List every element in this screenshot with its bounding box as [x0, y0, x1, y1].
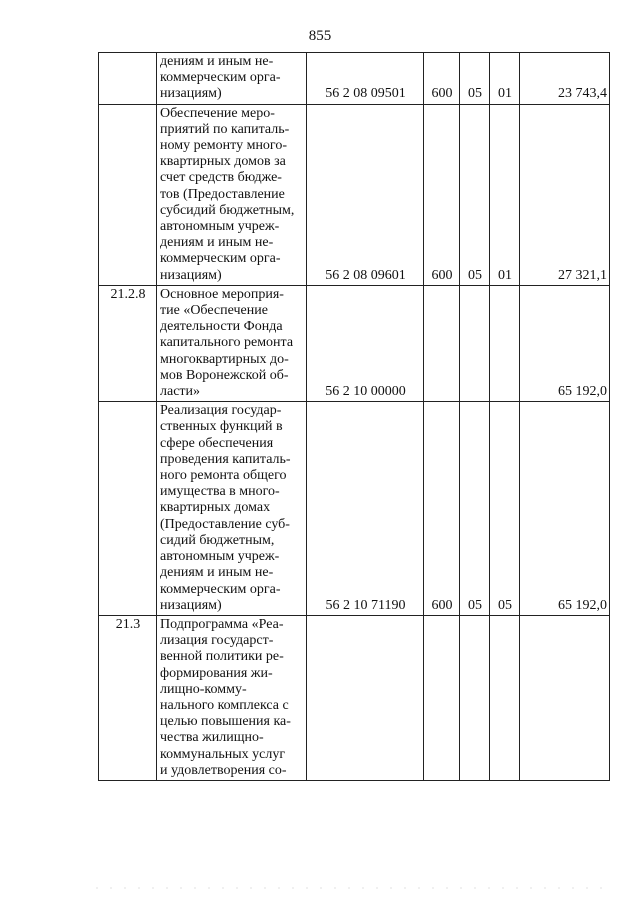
- row-number-cell: [99, 104, 157, 285]
- row-section-cell: [460, 285, 490, 401]
- row-name-text: Подпрограмма «Реа- лизация государст- венной политики ре- формирования жи- лищно-комму- нального комплекса с целью повышения ка- чества жилищно- коммунальных услуг и удовлетворения со-: [160, 616, 291, 778]
- row-code-cell: 56 2 10 71190: [307, 402, 424, 616]
- row-expense-type-cell: 600: [424, 104, 460, 285]
- row-name-text: дениям и иным не- коммерческим орга- низациям): [160, 54, 281, 102]
- row-section-cell: 05: [460, 402, 490, 616]
- row-number-cell: [99, 402, 157, 616]
- row-subsection-cell: 05: [490, 402, 520, 616]
- budget-table: [98, 52, 610, 781]
- table-row: [99, 104, 610, 285]
- row-name-text: Основное мероприя- тие «Обеспечение деятельности Фонда капитального ремонта многоквартирных до- мов Воронежской об- ласти»: [160, 286, 294, 400]
- table-row: [99, 615, 610, 780]
- row-sum-cell: 65 192,0: [520, 285, 610, 401]
- row-name-cell: [157, 615, 307, 780]
- row-name-cell: [157, 285, 307, 401]
- scan-artifact: [90, 886, 610, 890]
- row-expense-type-cell: 600: [424, 402, 460, 616]
- row-name-text: Обеспечение меро- приятий по капиталь- ному ремонту много- квартирных домов за счет средств бюдже- тов (Предоставление субсидий бюджетным, автономным учреж- дениям и иным не- коммерческим орга- низациям): [160, 105, 295, 283]
- row-code-cell: [307, 615, 424, 780]
- row-name-cell: [157, 104, 307, 285]
- table-row: [99, 402, 610, 616]
- row-expense-type-cell: 600: [424, 53, 460, 105]
- row-subsection-cell: 01: [490, 53, 520, 105]
- row-section-cell: [460, 615, 490, 780]
- row-sum-cell: 23 743,4: [520, 53, 610, 105]
- row-name-cell: [157, 402, 307, 616]
- row-expense-type-cell: [424, 615, 460, 780]
- row-name-text: Реализация государ- ственных функций в сфере обеспечения проведения капиталь- ного ремонта общего имущества в много- квартирных домах (Предоставление суб- сидий бюджетным, автономным учреж- дениям и иным не- коммерческим орга- низациям): [160, 403, 291, 613]
- table-row: [99, 53, 610, 105]
- row-subsection-cell: [490, 285, 520, 401]
- row-number-cell: 21.3: [99, 615, 157, 780]
- row-number-cell: 21.2.8: [99, 285, 157, 401]
- row-sum-cell: 27 321,1: [520, 104, 610, 285]
- row-section-cell: 05: [460, 104, 490, 285]
- row-expense-type-cell: [424, 285, 460, 401]
- row-code-cell: 56 2 10 00000: [307, 285, 424, 401]
- row-sum-cell: 65 192,0: [520, 402, 610, 616]
- row-subsection-cell: [490, 615, 520, 780]
- row-number-cell: [99, 53, 157, 105]
- row-sum-cell: [520, 615, 610, 780]
- table-row: [99, 285, 610, 401]
- row-code-cell: 56 2 08 09501: [307, 53, 424, 105]
- row-subsection-cell: 01: [490, 104, 520, 285]
- row-section-cell: 05: [460, 53, 490, 105]
- row-name-cell: [157, 53, 307, 105]
- page-number: 855: [308, 28, 332, 44]
- row-code-cell: 56 2 08 09601: [307, 104, 424, 285]
